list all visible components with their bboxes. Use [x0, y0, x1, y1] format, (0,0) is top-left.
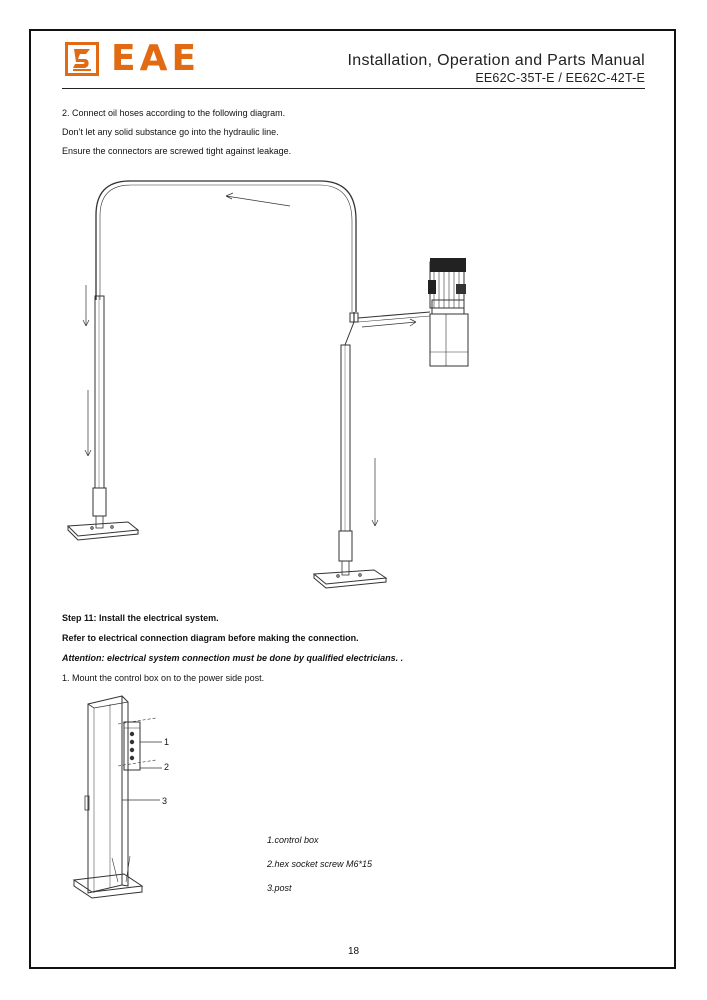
callout-3: 3 [162, 796, 168, 806]
step11-item1: 1. Mount the control box on to the power side post. [62, 673, 265, 683]
logo-text: EAE [111, 38, 201, 79]
legend-control-box: 1.control box [267, 835, 319, 845]
legend-post: 3.post [267, 883, 292, 893]
hoses-instruction-1: 2. Connect oil hoses according to the following diagram. [62, 108, 286, 118]
step11-attention: Attention: electrical system connection must be done by qualified electricians. . [62, 653, 404, 663]
legend-hex-screw: 2.hex socket screw M6*15 [267, 859, 373, 869]
hoses-instruction-2: Don’t let any solid substance go into the hydraulic line. [62, 127, 279, 137]
model-numbers: EE62C-35T-E / EE62C-42T-E [475, 71, 645, 85]
page-number: 18 [347, 946, 360, 957]
hoses-instruction-3: Ensure the connectors are screwed tight against leakage. [62, 146, 292, 156]
callout-1: 1 [164, 737, 170, 747]
callout-2: 2 [164, 762, 170, 772]
manual-title: Installation, Operation and Parts Manual [347, 52, 645, 69]
step11-title: Step 11: Install the electrical system. [62, 613, 219, 623]
step11-refer: Refer to electrical connection diagram before making the connection. [62, 633, 359, 643]
